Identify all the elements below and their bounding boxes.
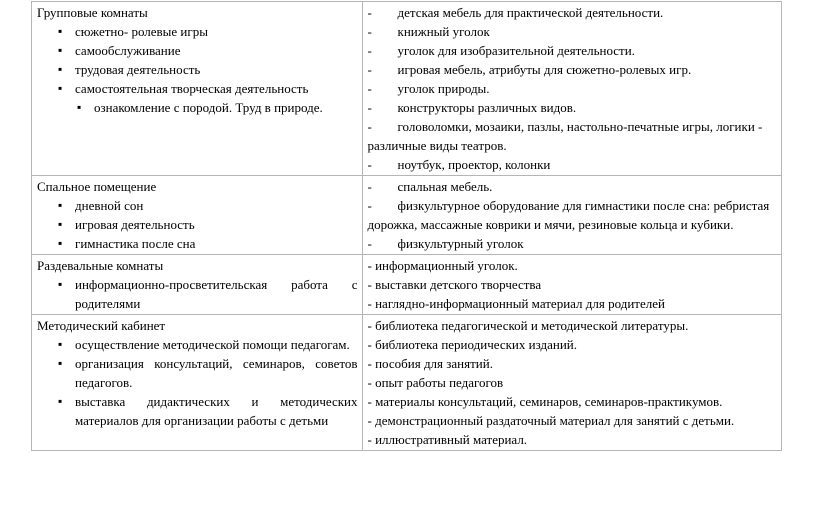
equipment-cell (362, 255, 781, 315)
premises-cell (32, 2, 363, 176)
premises-table (31, 1, 782, 451)
premises-cell (32, 176, 363, 255)
activity-list (37, 335, 358, 430)
list-item: - книжный уголок (368, 22, 777, 41)
list-item: - пособия для занятий. (367, 356, 493, 371)
table-row (32, 255, 782, 315)
premises-cell (32, 255, 363, 315)
activity-list (37, 275, 358, 313)
table-row (32, 2, 782, 176)
list-item: - библиотека периодических изданий. (367, 337, 577, 352)
list-item: ▪ самостоятельная творческая деятельность (37, 79, 358, 98)
list-item: - игровая мебель, атрибуты для сюжетно-ролевых игр. (368, 60, 777, 79)
equipment-list (368, 316, 777, 449)
list-item: - ноутбук, проектор, колонки (368, 155, 777, 174)
premises-title: Групповые комнаты (37, 5, 148, 20)
activity-list (37, 22, 358, 117)
activity-list (37, 196, 358, 253)
table-row (32, 176, 782, 255)
equipment-list (368, 256, 777, 313)
equipment-cell (362, 315, 781, 451)
table-row (32, 315, 782, 451)
list-item: ▪ самообслуживание (37, 41, 358, 60)
list-item: ▪ игровая деятельность (37, 215, 358, 234)
list-subitem: ▪ ознакомление с породой. Труд в природе. (37, 98, 358, 117)
equipment-list (368, 177, 777, 253)
equipment-list (368, 3, 777, 174)
list-item: - детская мебель для практической деятельности. (368, 3, 777, 22)
list-item: ▪ выставка дидактических и методических материалов для организации работы с детьми (37, 392, 358, 430)
premises-cell (32, 315, 363, 451)
list-item: - спальная мебель. (368, 177, 777, 196)
list-item: - конструкторы различных видов. (368, 98, 777, 117)
list-item: ▪ организация консультаций, семинаров, советов педагогов. (37, 354, 358, 392)
list-item: ▪ осуществление методической помощи педагогам. (37, 335, 358, 354)
list-item: - физкультурное оборудование для гимнастики после сна: ребристая дорожка, массажные коврики и мячи, резиновые кольца и кубики. (368, 196, 777, 234)
list-item: - демонстрационный раздаточный материал для занятий с детьми. (367, 413, 735, 428)
list-item: - опыт работы педагогов (367, 375, 504, 390)
equipment-cell (362, 2, 781, 176)
list-item: - наглядно-информационный материал для родителей (367, 296, 665, 311)
list-item: ▪ трудовая деятельность (37, 60, 358, 79)
list-item: ▪ сюжетно- ролевые игры (37, 22, 358, 41)
premises-title: Раздевальные комнаты (37, 258, 164, 273)
premises-title: Методический кабинет (37, 318, 166, 333)
list-item: - библиотека педагогической и методической литературы. (367, 318, 689, 333)
list-item: ▪ гимнастика после сна (37, 234, 358, 253)
list-item: - уголок природы. (368, 79, 777, 98)
equipment-cell (362, 176, 781, 255)
list-item: - уголок для изобразительной деятельности. (368, 41, 777, 60)
list-item: - информационный уголок. (367, 258, 518, 273)
list-item: - головоломки, мозаики, пазлы, настольно-печатные игры, логики - различные виды театров. (368, 117, 777, 155)
list-item: ▪ информационно-просветительская работа с родителями (37, 275, 358, 313)
list-item: - физкультурный уголок (368, 234, 777, 253)
list-item: ▪ дневной сон (37, 196, 358, 215)
premises-title: Спальное помещение (37, 179, 157, 194)
list-item: - иллюстративный материал. (367, 432, 528, 447)
list-item: - материалы консультаций, семинаров, семинаров-практикумов. (367, 394, 723, 409)
list-item: - выставки детского творчества (367, 277, 542, 292)
